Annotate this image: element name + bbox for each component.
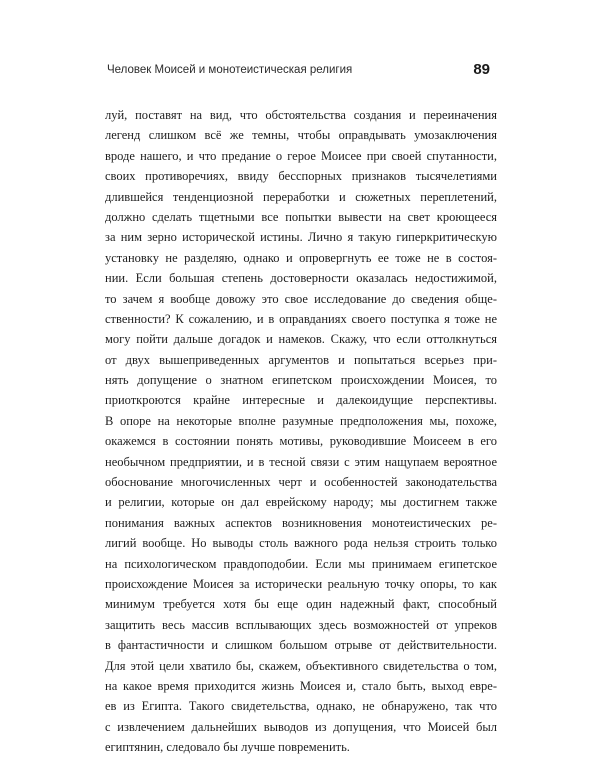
text-line: окажемся в состоянии понять мотивы, руководившие Моисеем в его	[105, 434, 497, 449]
text-line: Для этой цели хватило бы, скажем, объективного свидетельства о том,	[105, 658, 497, 673]
text-line: В опоре на некоторые вполне разумные предположения мы, похоже,	[105, 413, 497, 428]
text-line: защитить весь массив всплывающих здесь возможностей от упреков	[105, 617, 497, 632]
text-line: установку не разделяю, однако и опровергнуть ее тоже не в состоя-	[105, 250, 497, 265]
running-title: Человек Моисей и монотеистическая религия	[107, 64, 353, 76]
text-line: на какое время приходится жизнь Моисея и, стало быть, выход евре-	[105, 678, 497, 693]
text-line: лигий вообще. Но выводы столь важного рода нельзя строить только	[105, 536, 497, 551]
text-line: минимум требуется хотя бы еще один надежный факт, способный	[105, 597, 497, 612]
text-line: необычном предприятии, и в тесной связи с этим нащупаем вероятное	[105, 454, 497, 469]
text-line: ственности? К сожалению, и в оправданиях своего поступка я тоже не	[105, 311, 497, 326]
text-line: обоснование многочисленных черт и особенностей законодательства	[105, 475, 497, 490]
text-line: нии. Если большая степень достоверности оказалась недостижимой,	[105, 271, 497, 286]
text-line: египтянин, следовало бы лучше повременить.	[105, 740, 350, 755]
text-line: луй, поставят на вид, что обстоятельства создания и переиначения	[105, 108, 497, 122]
text-line: от двух вышеприведенных аргументов и попытаться всерьез при-	[105, 352, 497, 367]
body-text	[105, 105, 497, 758]
text-line: происхождение Моисея за исторически реальную точку опоры, то как	[105, 576, 497, 591]
text-line: за ним зерно исторической истины. Лично я такую гиперкритическую	[105, 230, 497, 245]
text-line: должно сделать тщетными все попытки вывести на свет кроющееся	[105, 209, 497, 224]
running-header	[107, 61, 490, 83]
text-line: то зачем я вообще довожу это свое исследование до сведения обще-	[105, 291, 497, 306]
text-line: приоткроются крайне интересные и далекоидущие перспективы.	[105, 393, 497, 408]
text-line: понимания важных аспектов возникновения монотеистических ре-	[105, 515, 497, 530]
text-line: нять допущение о знатном египетском происхождении Моисея, то	[105, 373, 497, 388]
text-line: легенд слишком всё же темны, чтобы оправдывать умозаключения	[105, 128, 497, 143]
text-line: длившейся тенденциозной переработки и сюжетных переплетений,	[105, 189, 497, 204]
text-line: и религии, которые он дал еврейскому народу; мы достигнем также	[105, 495, 497, 510]
text-line: вроде нашего, и что предание о герое Моисее при своей спутанности,	[105, 148, 497, 163]
text-line: в фантастичности и слишком большом отрыве от действительности.	[105, 638, 497, 653]
text-line: ев из Египта. Такого свидетельства, однако, не обнаружено, так что	[105, 699, 497, 714]
text-line: могу пойти дальше догадок и намеков. Скажу, что если оттолкнуться	[105, 332, 497, 347]
page-number: 89	[473, 61, 490, 78]
text-line: с извлечением дальнейших выводов из допущения, что Моисей был	[105, 719, 497, 734]
text-line: на психологическом правдоподобии. Если мы принимаем египетское	[105, 556, 497, 571]
text-line: своих противоречиях, ввиду бесспорных признаков тысячелетиями	[105, 169, 497, 184]
